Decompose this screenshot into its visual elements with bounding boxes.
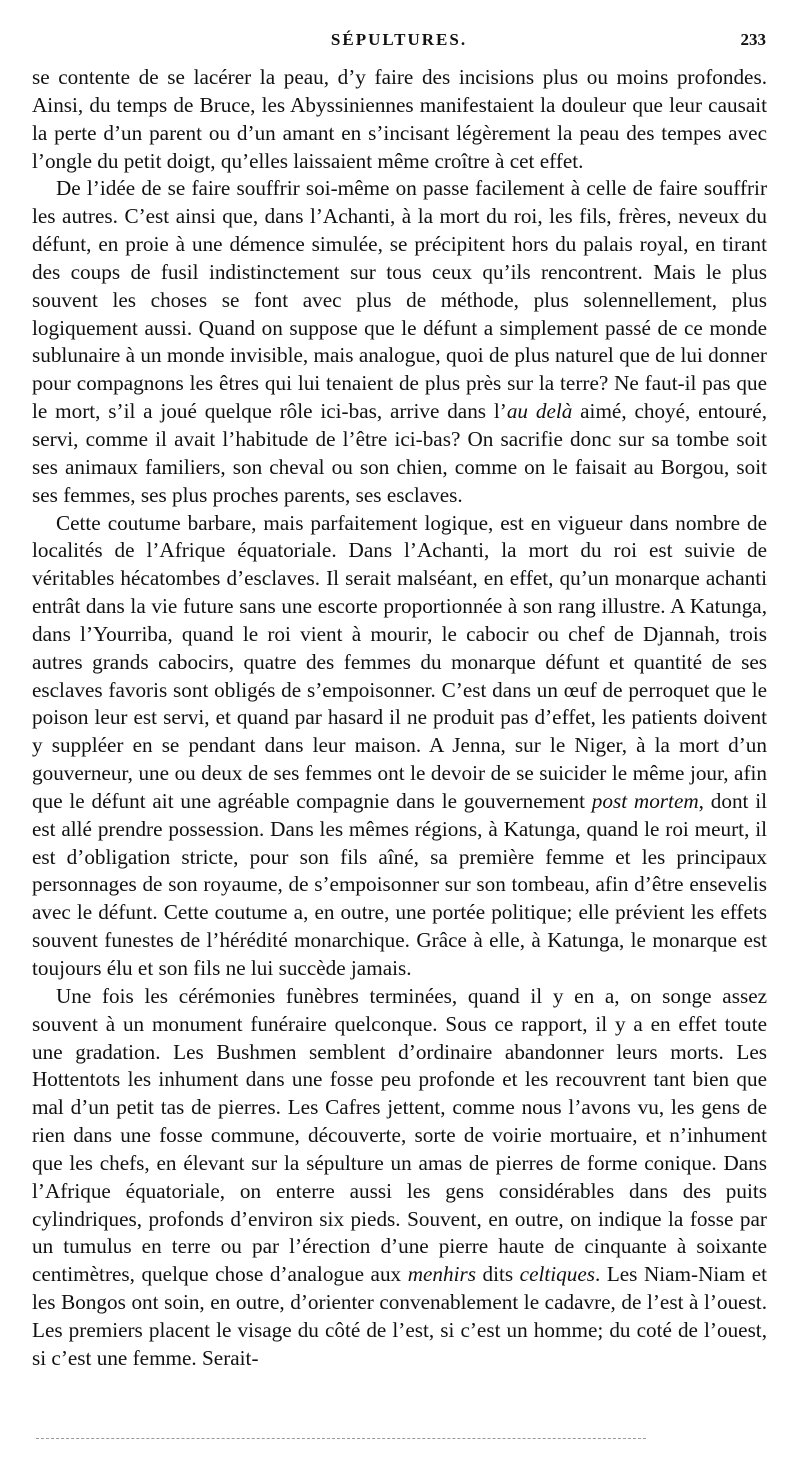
page-header: [32, 30, 766, 60]
page-number: 233: [740, 30, 766, 49]
paragraph: [32, 175, 767, 509]
italic-text: menhirs: [407, 1262, 476, 1287]
text-run: aimé, choyé, entouré, servi, comme il avait l’habitude de l’être ici-bas? On sacrifie donc sur sa tombe soit ses animaux familiers, son cheval ou son chien, comme on le faisait au Borgou, soit ses femmes, ses plus proches parents, ses esclaves.: [32, 399, 768, 507]
text-run: Cette coutume barbare, mais parfaitement logique, est en vigueur dans nombre de localités de l’Afrique équatoriale. Dans l’Achanti, la mort du roi est suivie de véritables hécatombes d’esclaves. Il serait malséant, en effet, qu’un monarque achanti entrât dans la vie future sans une escorte proportionnée à son rang illustre. A Katunga, dans l’Yourriba, quand le roi vient à mourir, le cabocir ou chef de Djannah, trois autres grands cabocirs, quatre des femmes du monarque défunt et quantité de ses esclaves favoris sont obligés de s’empoisonner. C’est dans un œuf de perroquet que le poison leur est servi, et quand par hasard il ne produit pas d’effet, les patients doivent y suppléer en se pendant dans leur maison. A Jenna, sur le Niger, à la mort d’un gouverneur, une ou deux de ses femmes ont le devoir de se suicider le même jour, afin que le défunt ait une agréable compagnie dans le gouvernement: [32, 510, 767, 813]
text-run: De l’idée de se faire souffrir soi-même on passe facilement à celle de faire souffrir les autres. C’est ainsi que, dans l’Achanti, à la mort du roi, les fils, frères, neveux du défunt, en proie à une démence simulée, se précipitent hors du palais royal, en tirant des coups de fusil indistinctement sur tous ceux qu’ils rencontrent. Mais le plus souvent les choses se font avec plus de méthode, plus solennellement, plus logiquement aussi. Quand on suppose que le défunt a simplement passé de ce monde sublunaire à un monde invisible, mais analogue, quoi de plus naturel que de lui donner pour compagnons les êtres qui lui tenaient de plus près sur la terre? Ne faut-il pas que le mort, s’il a joué quelque rôle ici-bas, arrive dans l’: [32, 176, 767, 424]
text-run: se contente de se lacérer la peau, d’y faire des incisions plus ou moins profondes. Ainsi, du temps de Bruce, les Abyssiniennes manifestaient la douleur que leur causait la perte d’un parent ou d’un amant en s’incisant légèrement la peau des tempes avec l’ongle du petit doigt, qu’elles laissaient même croître à cet effet.: [32, 65, 767, 173]
text-run: . Les Niam-Niam et les Bongos ont soin, en outre, d’orienter convenablement le cadavre, de l’est à l’ouest. Les premiers placent le visage du côté de l’est, si c’est un homme; du coté de l’ouest, si c’est une femme. Serait-: [32, 1262, 767, 1370]
body-text: [32, 64, 767, 1373]
footer-rule: [36, 1438, 646, 1439]
running-title: SÉPULTURES.: [330, 30, 468, 49]
italic-text: post mortem: [591, 788, 699, 813]
italic-text: au delà: [506, 399, 573, 424]
paragraph: [32, 510, 767, 983]
text-run: Une fois les cérémonies funèbres terminées, quand il y en a, on songe assez souvent à un monument funéraire quelconque. Sous ce rapport, il y a en effet toute une gradation. Les Bushmen semblent d’ordinaire abandonner leurs morts. Les Hottentots les inhument dans une fosse peu profonde et les recouvrent tant bien que mal d’un petit tas de pierres. Les Cafres jettent, comme nous l’avons vu, les gens de rien dans une fosse commune, découverte, sorte de voirie mortuaire, et n’inhument que les chefs, en élevant sur la sépulture un amas de pierres de forme conique. Dans l’Afrique équatoriale, on enterre aussi les gens considérables dans des puits cylindriques, profonds d’environ six pieds. Souvent, en outre, on indique la fosse par un tumulus en terre ou par l’érection d’une pierre haute de cinquante à soixante centimètres, quelque chose d’analogue aux: [32, 983, 767, 1287]
italic-text: celtiques: [519, 1262, 595, 1287]
text-run: , dont il est allé prendre possession. Dans les mêmes régions, à Katunga, quand le roi meurt, il est d’obligation stricte, pour son fils aîné, sa première femme et les principaux personnages de son royaume, de s’empoisonner sur son tombeau, afin d’être ensevelis avec le défunt. Cette coutume a, en outre, une portée politique; elle prévient les effets souvent funestes de l’hérédité monarchique. Grâce à elle, à Katunga, le monarque est toujours élu et son fils ne lui succède jamais.: [32, 788, 767, 980]
paragraph: [32, 983, 767, 1373]
text-run: dits: [475, 1262, 520, 1287]
paragraph: [32, 64, 767, 175]
